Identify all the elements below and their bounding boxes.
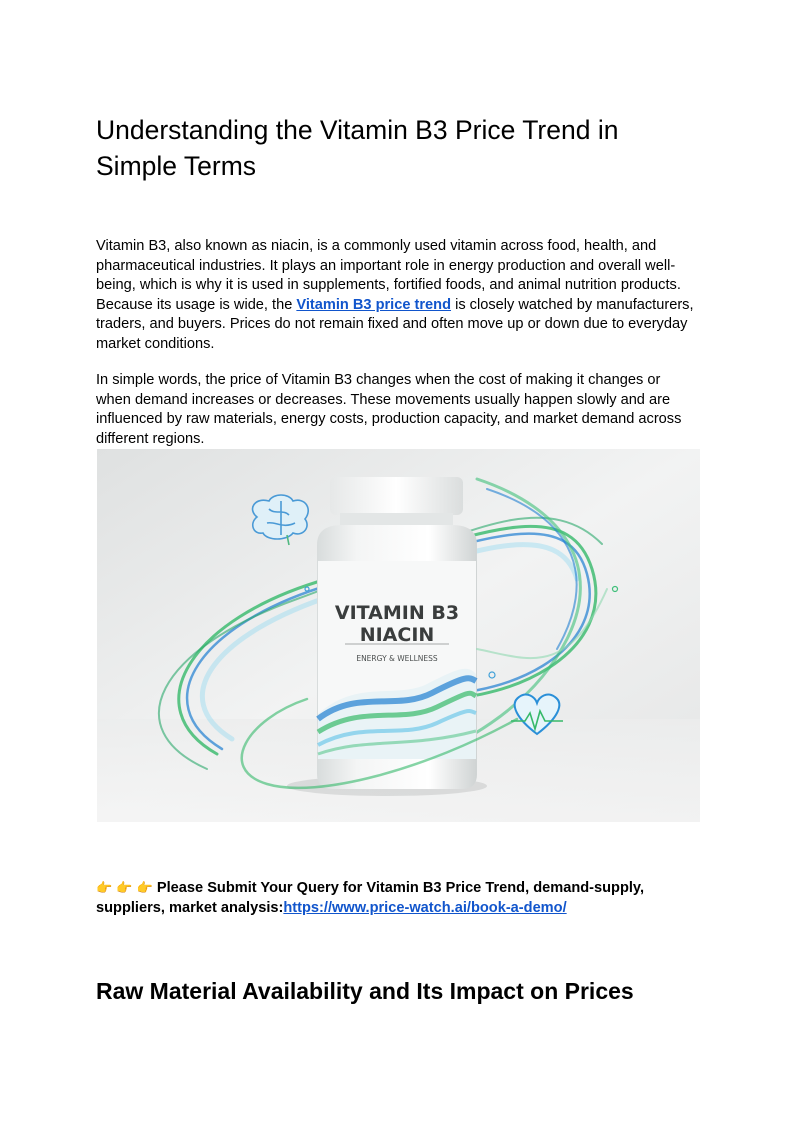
bottle-label-tagline: ENERGY & WELLNESS <box>356 654 438 663</box>
bottle-label-title: VITAMIN B3 <box>334 602 460 624</box>
pointing-hand-icons: 👉 👉 👉 <box>96 881 153 896</box>
query-call-to-action <box>96 879 696 918</box>
bottle-cap <box>330 477 463 515</box>
intro-text-before-link: Vitamin B3, also known as niacin, is a commonly used vitamin across food, health, and pharmaceutical industries. It plays an important role in energy production and overall well-being, which is why it is used in supplements, fortified foods, and animal nutrition products. Because its usage is wide, the <box>96 238 681 313</box>
explanation-paragraph: In simple words, the price of Vitamin B3 changes when the cost of making it changes or when demand increases or decreases. These movements usually happen slowly and are influenced by raw materials, energy costs, production capacity, and market demand across different regions. <box>96 372 682 447</box>
cta-text: Please Submit Your Query for Vitamin B3 Price Trend, demand-supply, suppliers, market analysis: <box>96 880 645 916</box>
page-title: Understanding the Vitamin B3 Price Trend in Simple Terms <box>96 115 619 181</box>
vitamin-b3-product-image <box>97 449 700 822</box>
bottle-label-subtitle: NIACIN <box>359 624 435 646</box>
vitamin-b3-price-trend-link[interactable]: Vitamin B3 price trend <box>296 296 452 313</box>
section-heading: Raw Material Availability and Its Impact on Prices <box>96 978 634 1004</box>
book-a-demo-link[interactable]: https://www.price-watch.ai/book-a-demo/ <box>283 899 567 916</box>
product-illustration <box>97 449 700 822</box>
intro-text-after-link: is closely watched by manufacturers, traders, and buyers. Prices do not remain fixed and often move up or down due to everyday market conditions. <box>96 296 694 352</box>
intro-paragraph <box>96 237 696 355</box>
